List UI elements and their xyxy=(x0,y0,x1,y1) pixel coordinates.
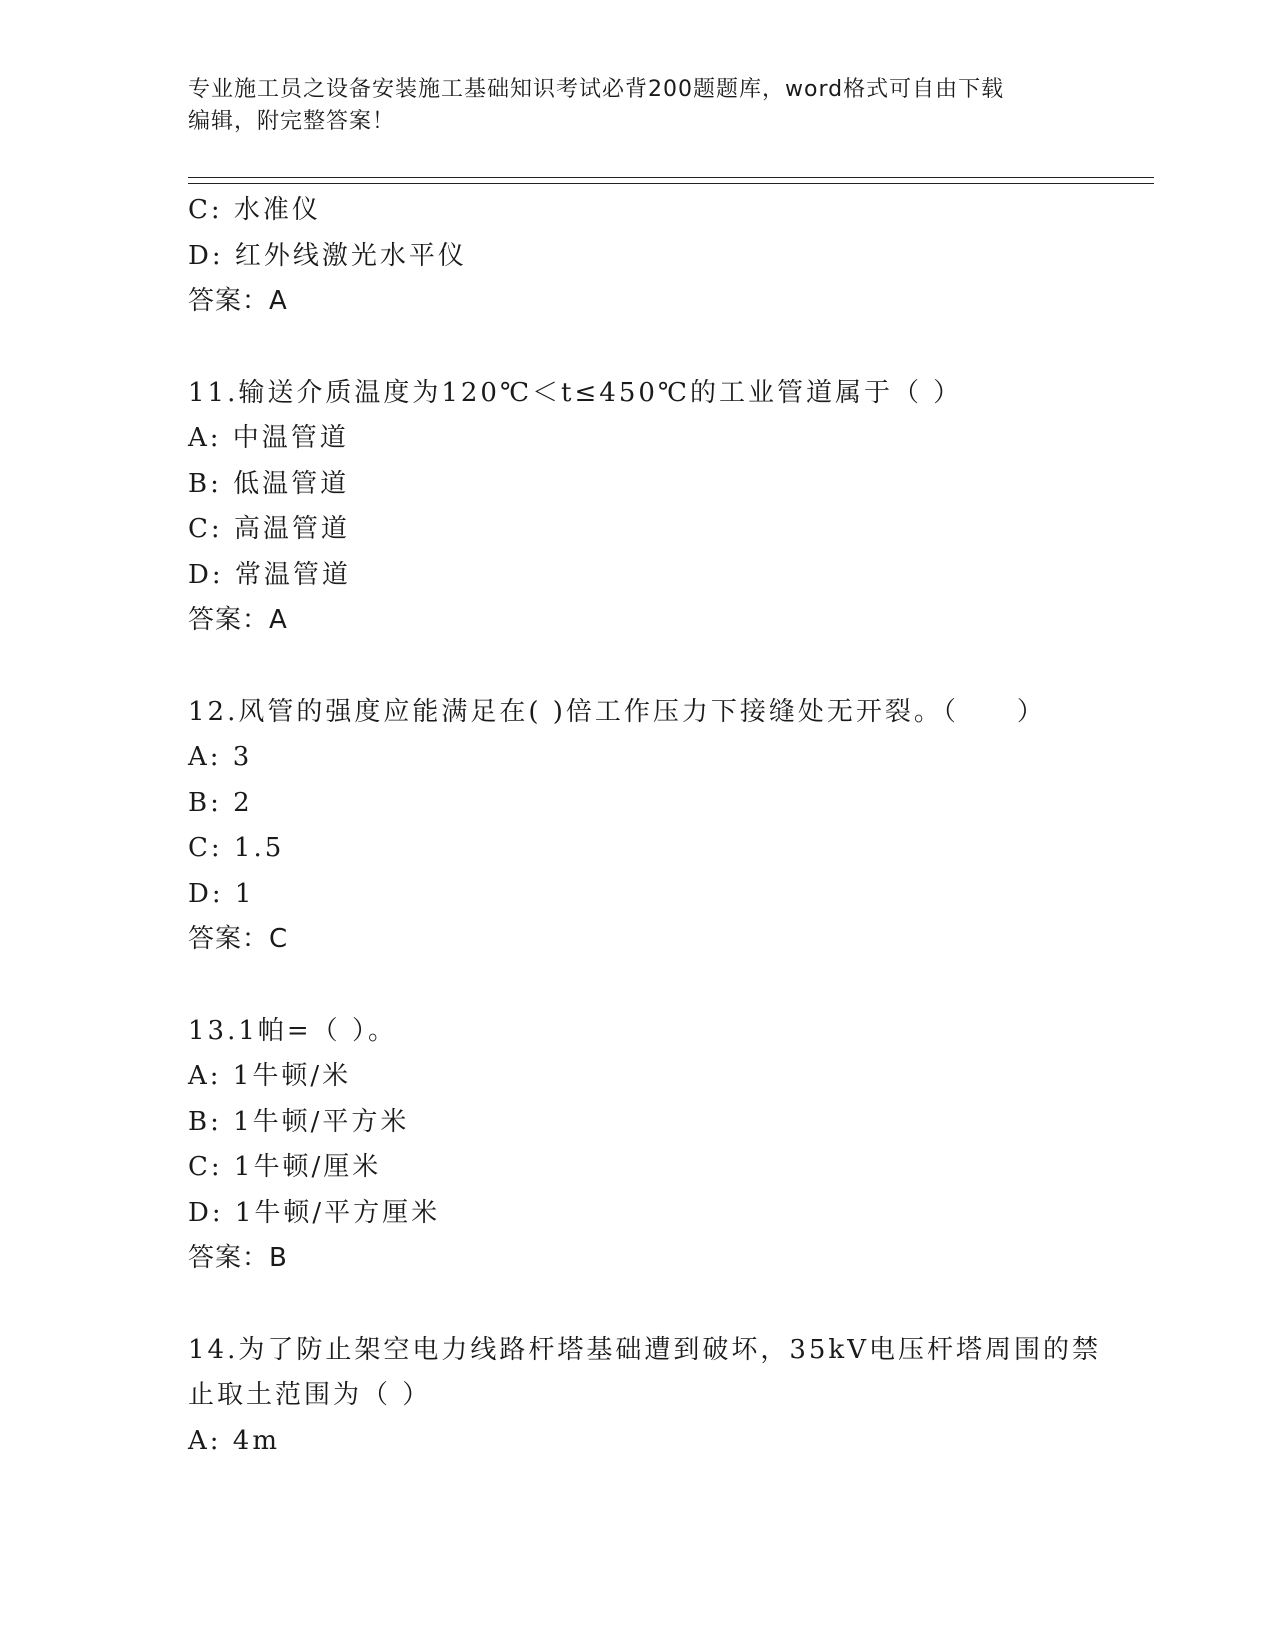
option-d: D: 1牛顿/平方厘米 xyxy=(188,1197,441,1228)
option-b: B: 低温管道 xyxy=(188,468,350,499)
question-13 xyxy=(188,1009,1148,1282)
header-line-2: 编辑，附完整答案！ xyxy=(188,109,396,134)
option-a: A: 中温管道 xyxy=(188,423,349,453)
question-title: 11.输送介质温度为120℃＜t≤450℃的工业管道属于（ ） xyxy=(188,377,963,408)
answer-line: 答案：A xyxy=(188,605,288,635)
question-title: 12.风管的强度应能满足在( )倍工作压力下接缝处无开裂。（ ） xyxy=(188,696,1046,727)
option-d: D: 红外线激光水平仪 xyxy=(188,240,467,271)
option-a: A: 1牛顿/米 xyxy=(188,1061,352,1091)
partial-question-10 xyxy=(188,188,1148,325)
answer-line: 答案：C xyxy=(188,924,289,954)
question-11 xyxy=(188,371,1148,644)
option-b: B: 1牛顿/平方米 xyxy=(188,1106,410,1137)
option-c: C: 高温管道 xyxy=(188,514,350,544)
option-d: D: 常温管道 xyxy=(188,559,351,590)
answer-line: 答案：B xyxy=(188,1243,288,1273)
header-line-1: 专业施工员之设备安装施工基础知识考试必背200题题库，word格式可自由下载 xyxy=(188,77,1005,102)
option-c: C: 1牛顿/厘米 xyxy=(188,1152,382,1182)
option-a: A: 4m xyxy=(188,1425,280,1456)
option-b: B: 2 xyxy=(188,787,253,818)
header-divider-top xyxy=(188,177,1154,178)
option-d: D: 1 xyxy=(188,878,255,909)
document-header xyxy=(188,74,1088,138)
option-a: A: 3 xyxy=(188,742,253,772)
answer-line: 答案：A xyxy=(188,286,288,316)
question-title: 13.1帕=（ ）。 xyxy=(188,1015,397,1046)
question-14 xyxy=(188,1328,1148,1465)
document-body xyxy=(188,188,1148,1464)
header-divider-bottom xyxy=(188,183,1154,184)
question-12 xyxy=(188,690,1148,963)
question-title-line-1: 14.为了防止架空电力线路杆塔基础遭到破坏，35kV电压杆塔周围的禁 xyxy=(188,1334,1101,1365)
option-c: C: 1.5 xyxy=(188,833,285,863)
option-c: C: 水准仪 xyxy=(188,195,321,225)
question-title-line-2: 止取土范围为（ ） xyxy=(188,1380,432,1410)
